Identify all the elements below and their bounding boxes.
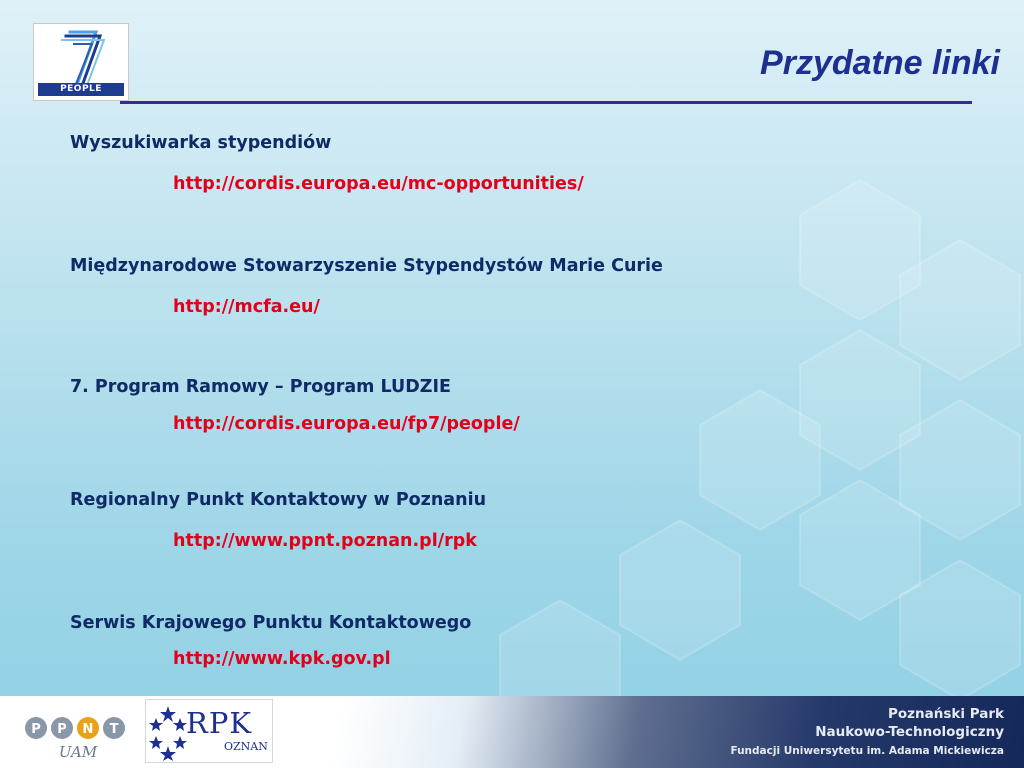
svg-text:P: P	[31, 722, 41, 737]
link-ppnt-rpk[interactable]: http://www.ppnt.poznan.pl/rpk	[173, 531, 477, 551]
entry-heading-scholarship-search: Wyszukiwarka stypendiów	[70, 133, 332, 153]
title-divider	[120, 101, 972, 104]
people-label: PEOPLE	[38, 83, 124, 96]
svg-text:UAM: UAM	[58, 743, 98, 761]
entry-heading-national-contact-point: Serwis Krajowego Punktu Kontaktowego	[70, 613, 472, 633]
rpk-logo-text: RPK	[186, 706, 253, 740]
svg-text:T: T	[109, 722, 119, 737]
footer-bar	[0, 696, 1024, 768]
svg-text:P: P	[57, 722, 67, 737]
svg-text:N: N	[82, 722, 94, 737]
page-title: Przydatne linki	[760, 44, 1000, 82]
rpk-logo	[145, 699, 273, 763]
ppnt-logo	[22, 704, 134, 762]
rpk-logo-subtext: OZNAN	[224, 740, 268, 753]
org-name-line2: Naukowo-Technologiczny	[815, 724, 1004, 740]
entry-heading-fp7-people: 7. Program Ramowy – Program LUDZIE	[70, 377, 451, 397]
entry-heading-regional-contact-point: Regionalny Punkt Kontaktowy w Poznaniu	[70, 490, 487, 510]
link-cordis-fp7-people[interactable]: http://cordis.europa.eu/fp7/people/	[173, 414, 520, 434]
entry-heading-marie-curie-association: Międzynarodowe Stowarzyszenie Stypendystów Marie Curie	[70, 256, 663, 276]
org-affiliation: Fundacji Uniwersytetu im. Adama Mickiewicza	[730, 745, 1004, 757]
fp7-people-logo	[33, 23, 129, 101]
link-mcfa[interactable]: http://mcfa.eu/	[173, 297, 320, 317]
org-name-line1: Poznański Park	[888, 706, 1004, 722]
eu-stars-icon	[148, 704, 188, 762]
link-cordis-mc-opportunities[interactable]: http://cordis.europa.eu/mc-opportunities/	[173, 174, 584, 194]
link-kpk[interactable]: http://www.kpk.gov.pl	[173, 649, 391, 669]
